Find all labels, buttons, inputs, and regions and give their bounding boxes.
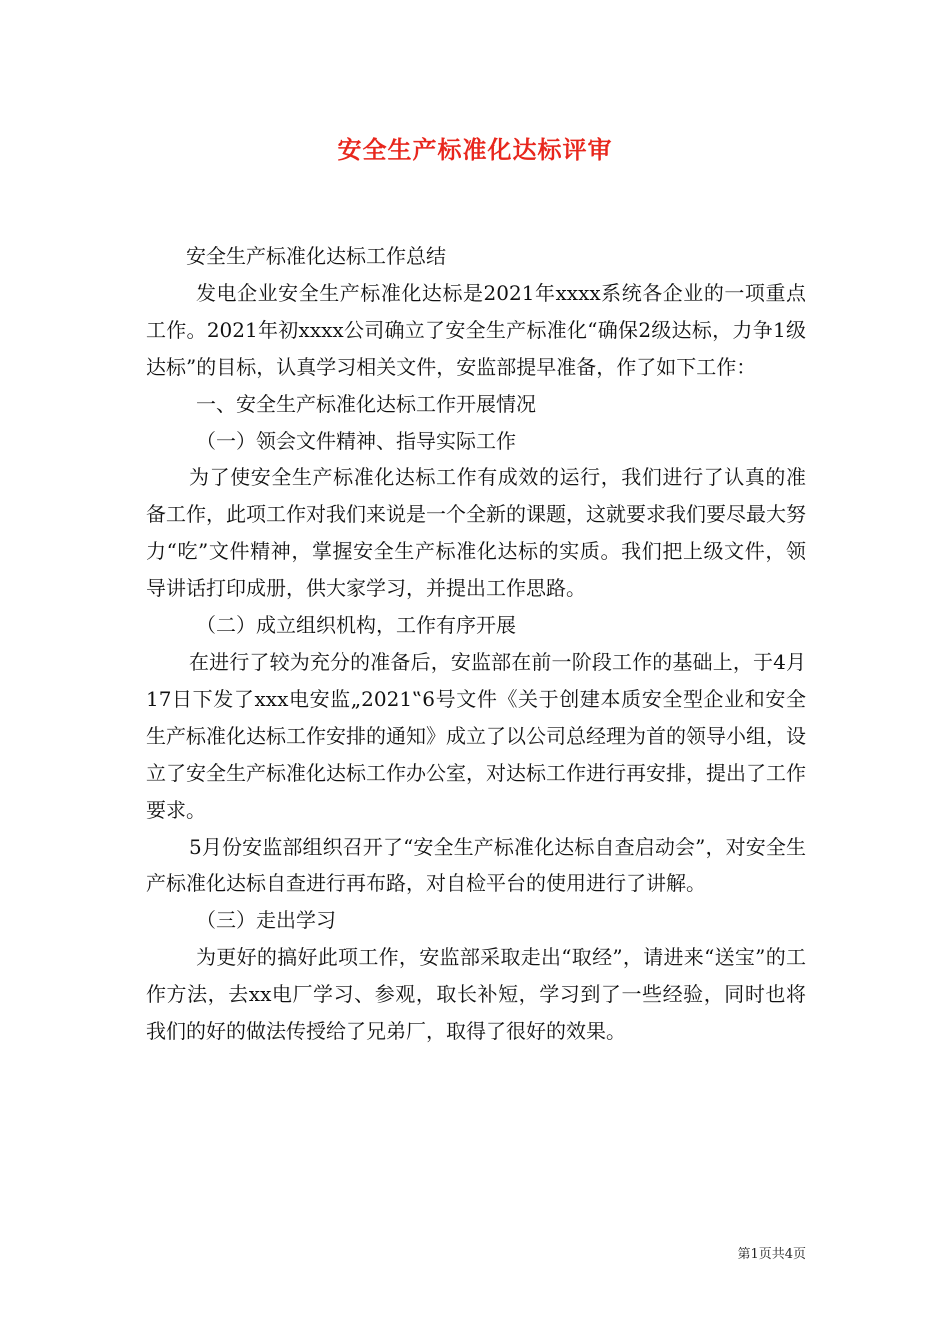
subsection-heading-3: （三）走出学习 [196,908,336,933]
paragraph-2: 在进行了较为充分的准备后，安监部在前一阶段工作的基础上，于4月17日下发了xxx电安监„2021‟6号文件《关于创建本质安全型企业和安全生产标准化达标工作安排的通知》成立了以公司总经理为首的领导小组，设立了安全生产标准化达标工作办公室，对达标工作进行再安排，提出了工作要求。 [146,649,806,822]
paragraph-3: 5月份安监部组织召开了“安全生产标准化达标自查启动会”，对安全生产标准化达标自查进行再布路，对自检平台的使用进行了讲解。 [146,834,806,896]
subsection-heading-2: （二）成立组织机构，工作有序开展 [196,613,516,638]
paragraph-4: 为更好的搞好此项工作，安监部采取走出“取经”，请进来“送宝”的工作方法，去xx电厂学习、参观，取长补短，学习到了一些经验，同时也将我们的好的做法传授给了兄弟厂，取得了很好的效果。 [146,945,806,1044]
paragraph-1: 为了使安全生产标准化达标工作有成效的运行，我们进行了认真的准备工作，此项工作对我们来说是一个全新的课题，这就要求我们要尽最大努力“吃”文件精神，掌握安全生产标准化达标的实质。我们把上级文件，领导讲话打印成册，供大家学习，并提出工作思路。 [146,465,806,601]
page-number: 第1页共4页 [737,1247,806,1262]
paragraph-summary-heading: 安全生产标准化达标工作总结 [186,244,446,268]
document-title: 安全生产标准化达标评审 [337,135,613,164]
section-heading-1: 一、安全生产标准化达标工作开展情况 [196,391,536,416]
subsection-heading-1: （一）领会文件精神、指导实际工作 [196,428,516,453]
paragraph-intro: 发电企业安全生产标准化达标是2021年xxxx系统各企业的一项重点工作。2021年初xxxx公司确立了安全生产标准化“确保2级达标，力争1级达标”的目标，认真学习相关文件，安监部提早准备，作了如下工作： [146,280,806,379]
document-body [146,238,806,1050]
